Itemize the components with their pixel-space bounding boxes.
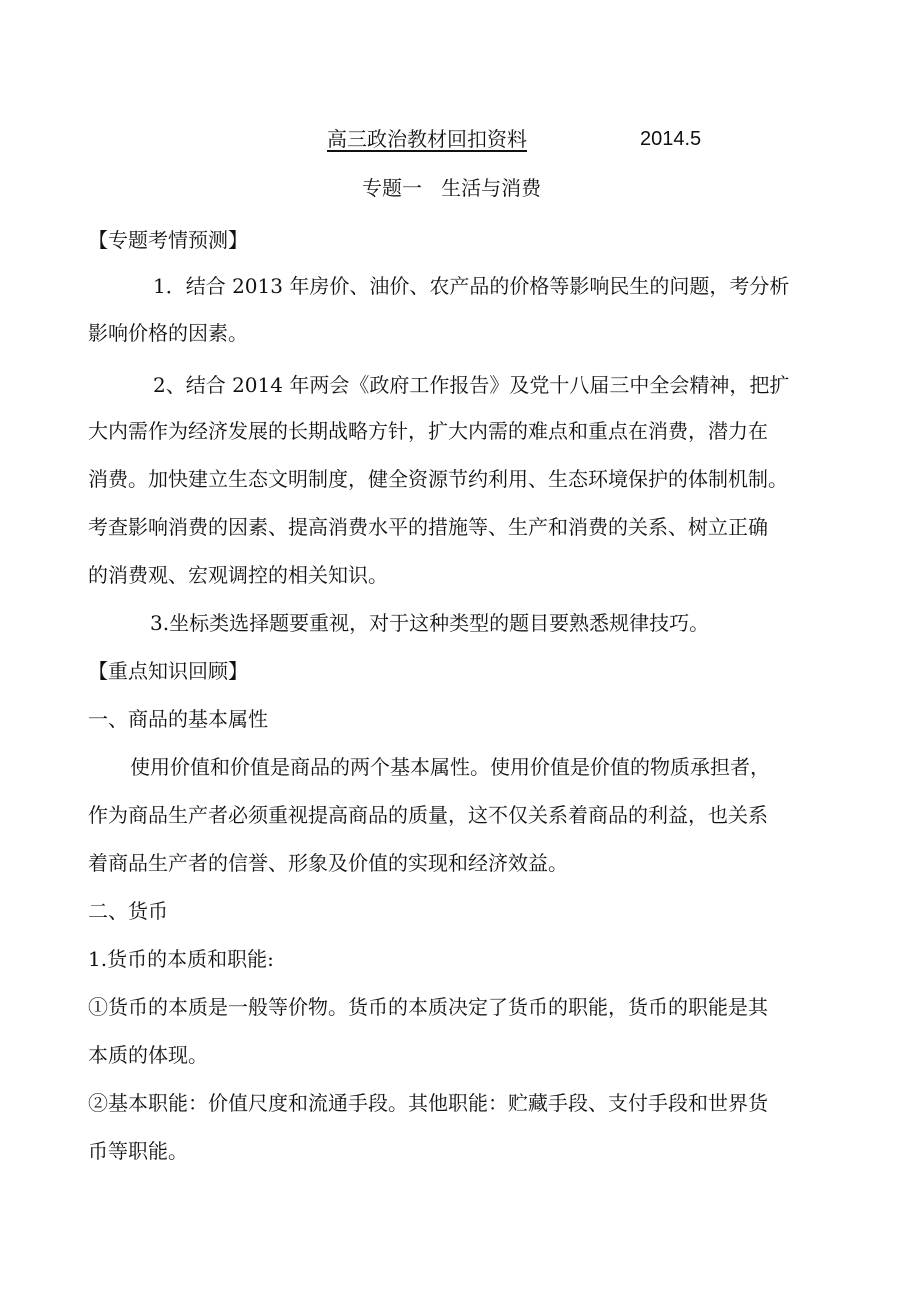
forecast-item1-line1: 1．结合 2013 年房价、油价、农产品的价格等影响民生的问题，考分析 — [153, 274, 790, 298]
review-heading: 【重点知识回顾】 — [88, 659, 248, 683]
forecast-item2-line5: 的消费观、宏观调控的相关知识。 — [88, 563, 388, 587]
review-part1-heading: 一、商品的基本属性 — [88, 707, 268, 731]
forecast-item2-line2: 大内需作为经济发展的长期战略方针，扩大内需的难点和重点在消费，潜力在 — [88, 419, 768, 443]
review-part2-p2-line2: 币等职能。 — [88, 1139, 188, 1163]
review-part1-line1: 使用价值和价值是商品的两个基本属性。使用价值是价值的物质承担者， — [130, 755, 770, 779]
document-subtitle: 专题一 生活与消费 — [362, 176, 542, 200]
forecast-item2-line1: 2、结合 2014 年两会《政府工作报告》及党十八届三中全会精神，把扩 — [153, 373, 790, 397]
document-date: 2014.5 — [640, 128, 702, 150]
review-part2-p2-line1: ②基本职能：价值尺度和流通手段。其他职能：贮藏手段、支付手段和世界货 — [88, 1091, 768, 1115]
forecast-heading: 【专题考情预测】 — [88, 228, 248, 252]
forecast-item2-line4: 考查影响消费的因素、提高消费水平的措施等、生产和消费的关系、树立正确 — [88, 515, 768, 539]
forecast-item3-line1: 3.坐标类选择题要重视，对于这种类型的题目要熟悉规律技巧。 — [150, 611, 710, 635]
forecast-item2-line3: 消费。加快建立生态文明制度，健全资源节约利用、生态环境保护的体制机制。 — [88, 467, 788, 491]
document-title: 高三政治教材回扣资料 — [327, 127, 527, 151]
review-part1-line3: 着商品生产者的信誉、形象及价值的实现和经济效益。 — [88, 851, 568, 875]
review-part2-p1-line2: 本质的体现。 — [88, 1043, 208, 1067]
review-part2-sub1: 1.货币的本质和职能: — [88, 947, 274, 971]
forecast-item1-line2: 影响价格的因素。 — [88, 321, 248, 345]
review-part2-p1-line1: ①货币的本质是一般等价物。货币的本质决定了货币的职能，货币的职能是其 — [88, 995, 768, 1019]
review-part2-heading: 二、货币 — [88, 899, 168, 923]
review-part1-line2: 作为商品生产者必须重视提高商品的质量，这不仅关系着商品的利益，也关系 — [88, 803, 768, 827]
